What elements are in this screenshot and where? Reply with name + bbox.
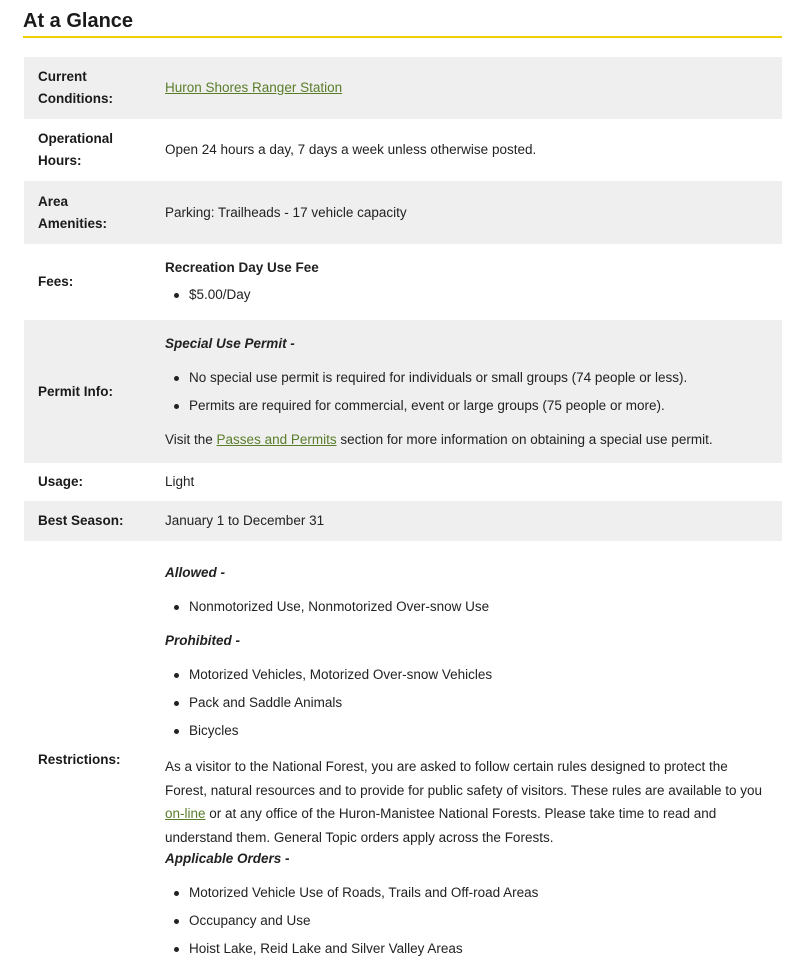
- row-permit-info: [24, 320, 782, 463]
- list-item: Nonmotorized Use, Nonmotorized Over-snow Use: [165, 593, 766, 621]
- list-item: Pack and Saddle Animals: [165, 689, 766, 717]
- on-line-link[interactable]: on-line: [165, 806, 206, 821]
- row-area-amenities: [24, 181, 782, 244]
- prohibited-list: [165, 661, 766, 745]
- area-amenities-value: Parking: Trailheads - 17 vehicle capacity: [165, 181, 782, 244]
- operational-hours-value: Open 24 hours a day, 7 days a week unless otherwise posted.: [165, 142, 537, 157]
- glance-table: [24, 57, 782, 979]
- orders-list: [165, 879, 766, 963]
- fees-heading: Recreation Day Use Fee: [165, 260, 319, 275]
- list-item: Motorized Vehicle Use of Roads, Trails and Off-road Areas: [165, 879, 766, 907]
- list-item: Occupancy and Use: [165, 907, 766, 935]
- permit-visit-text: Visit the Passes and Permits section for more information on obtaining a special use permit.: [165, 431, 713, 447]
- row-label: Usage:: [38, 474, 84, 489]
- allowed-list: [165, 593, 766, 621]
- row-restrictions: [24, 541, 782, 979]
- title-underline: [23, 36, 782, 38]
- row-label: Restrictions:: [38, 752, 121, 767]
- list-item: No special use permit is required for individuals or small groups (74 people or less).: [165, 364, 766, 392]
- permit-heading: Special Use Permit -: [165, 335, 295, 351]
- list-item: Motorized Vehicles, Motorized Over-snow Vehicles: [165, 661, 766, 689]
- row-label: Area Amenities:: [24, 181, 165, 244]
- restrictions-paragraph: As a visitor to the National Forest, you are asked to follow certain rules designed to protect the Forest, natural resources and to provide for public safety of visitors. These rules are available to you on-line or at any office of the Huron-Manistee National Forests. Please take time to read and understand them. General Topic orders apply across the Forests.: [165, 759, 763, 845]
- row-label: Best Season:: [24, 501, 165, 541]
- applicable-orders-heading: Applicable Orders -: [165, 851, 290, 866]
- prohibited-heading: Prohibited -: [165, 633, 240, 648]
- passes-and-permits-link[interactable]: Passes and Permits: [216, 431, 337, 447]
- list-item: $5.00/Day: [165, 281, 766, 309]
- row-label: Current Conditions:: [24, 57, 165, 119]
- allowed-heading: Allowed -: [165, 565, 225, 580]
- list-item: Bicycles: [165, 717, 766, 745]
- best-season-value: January 1 to December 31: [165, 501, 782, 541]
- usage-value: Light: [165, 474, 195, 489]
- row-operational-hours: [24, 119, 782, 181]
- row-label: Permit Info:: [24, 320, 165, 463]
- row-label: Fees:: [38, 274, 74, 289]
- huron-shores-ranger-station-link[interactable]: Huron Shores Ranger Station: [165, 80, 343, 95]
- section-title: At a Glance: [23, 10, 134, 32]
- fees-list: [165, 281, 766, 309]
- list-item: Permits are required for commercial, event or large groups (75 people or more).: [165, 392, 766, 420]
- row-usage: [24, 463, 782, 501]
- permit-list: [165, 364, 766, 420]
- list-item: Hoist Lake, Reid Lake and Silver Valley Areas: [165, 935, 766, 963]
- row-best-season: [24, 501, 782, 541]
- row-fees: [24, 244, 782, 320]
- row-label: Operational Hours:: [38, 131, 114, 168]
- row-current-conditions: [24, 57, 782, 119]
